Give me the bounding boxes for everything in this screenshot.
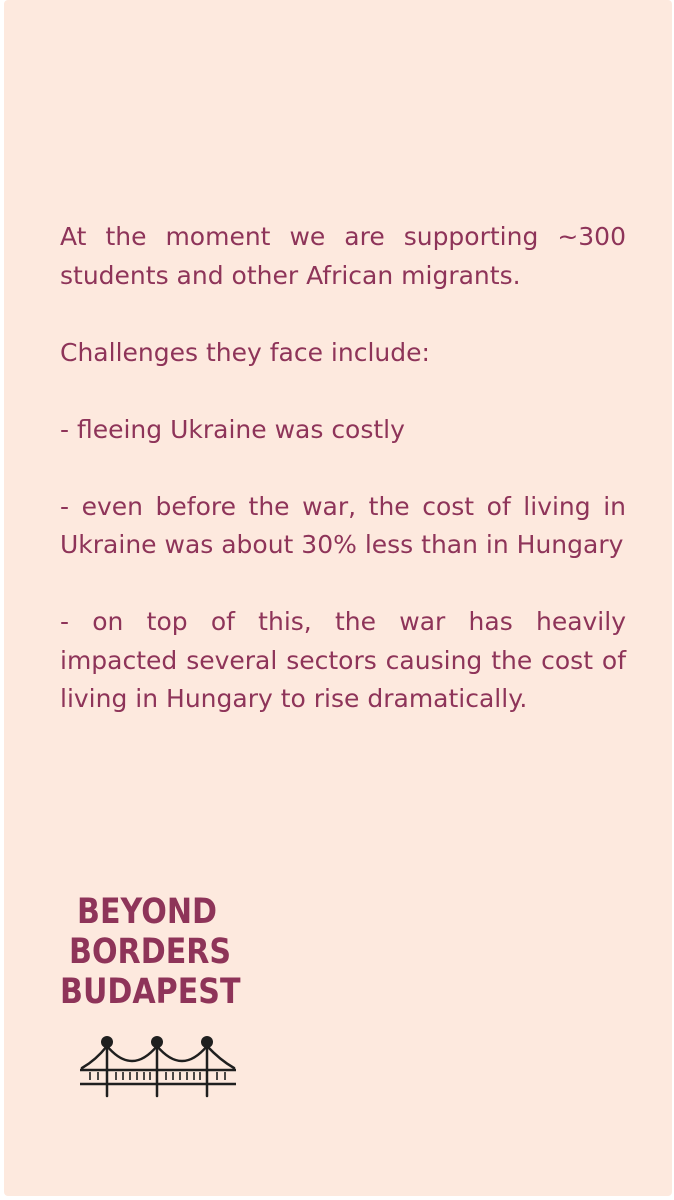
intro-paragraph: At the moment we are supporting ~300 students and other African migrants. xyxy=(60,222,626,290)
logo-line-borders: BORDERS xyxy=(69,932,232,972)
challenge-item: - on top of this, the war has heavily impacted several sectors causing the cost of living in Hungary to rise dramatically. xyxy=(60,607,626,713)
logo-line-beyond: BEYOND xyxy=(77,892,217,932)
logo-line-budapest: BUDAPEST xyxy=(60,972,241,1012)
beyond-borders-logo xyxy=(60,892,300,1012)
body-text xyxy=(60,218,626,719)
challenge-item: - fleeing Ukraine was costly xyxy=(60,414,405,444)
story-card xyxy=(4,0,672,1196)
bridge-icon xyxy=(80,1032,236,1098)
challenges-heading: Challenges they face include: xyxy=(60,337,430,367)
challenge-item: - even before the war, the cost of living in Ukraine was about 30% less than in Hungary xyxy=(60,491,626,559)
